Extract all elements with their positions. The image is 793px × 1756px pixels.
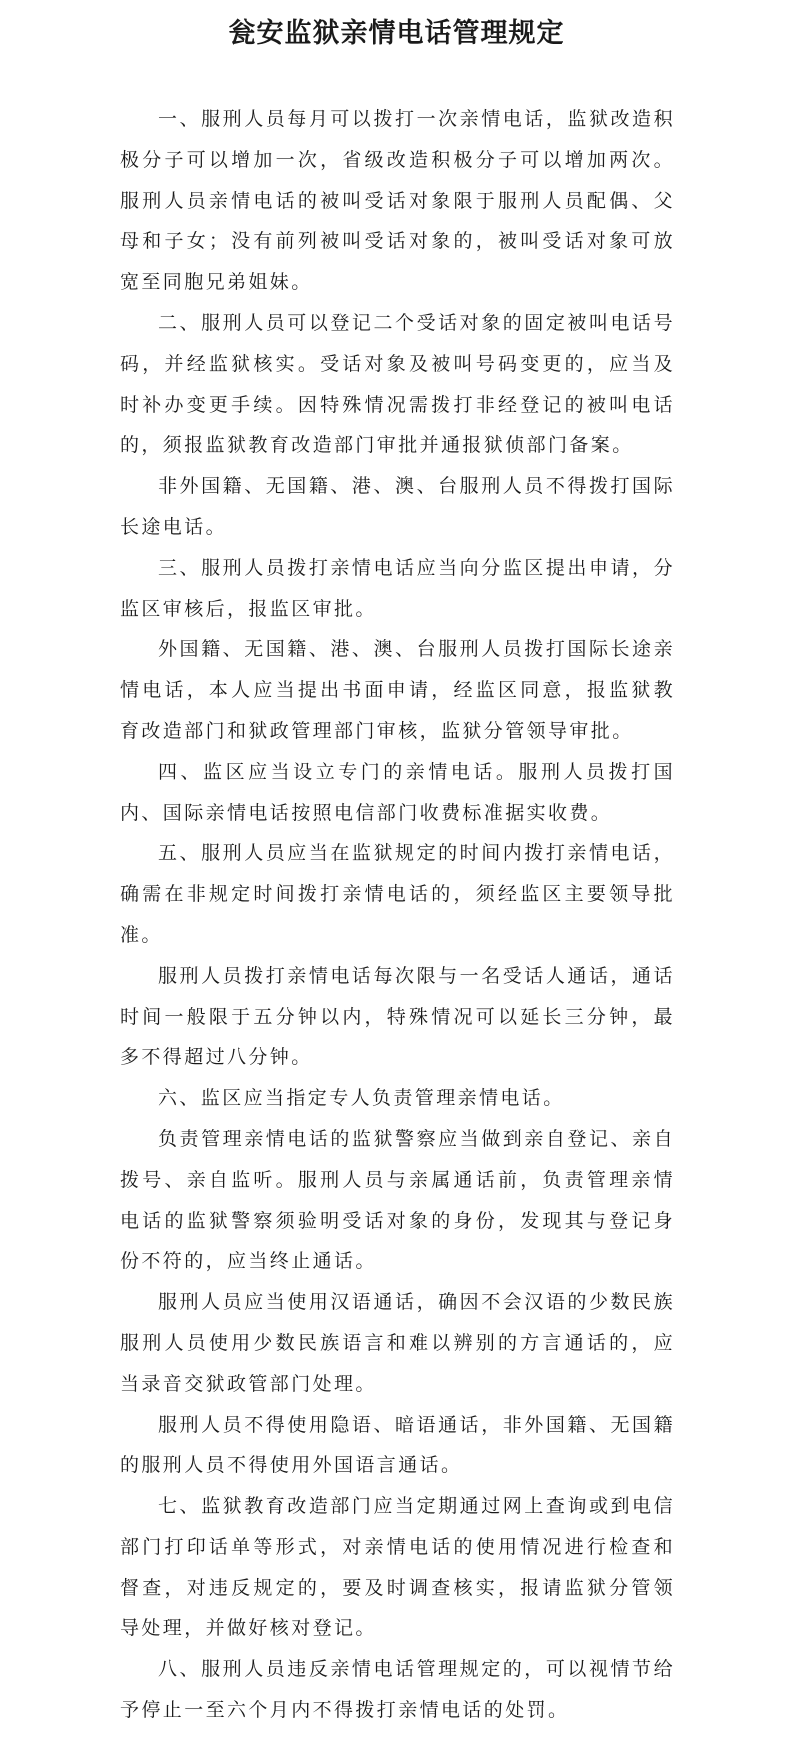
document-title: 瓮安监狱亲情电话管理规定 (228, 18, 565, 49)
paragraph-3: 非外国籍、无国籍、港、澳、台服刑人员不得拨打国际长途电话。 (120, 475, 675, 538)
paragraph-4: 三、服刑人员拨打亲情电话应当向分监区提出申请，分监区审核后，报监区审批。 (120, 556, 675, 620)
paragraph-10: 负责管理亲情电话的监狱警察应当做到亲自登记、亲自拨号、亲自监听。服刑人员与亲属通话前，负责管理亲情电话的监狱警察须验明受话对象的身份，发现其与登记身份不符的，应当终止通话。 (120, 1127, 675, 1273)
paragraph-13: 七、监狱教育改造部门应当定期通过网上查询或到电信部门打印话单等形式，对亲情电话的使用情况进行检查和督查，对违反规定的，要及时调查核实，报请监狱分管领导处理，并做好核对登记。 (120, 1495, 675, 1640)
paragraph-6: 四、监区应当设立专门的亲情电话。服刑人员拨打国内、国际亲情电话按照电信部门收费标准据实收费。 (120, 760, 675, 824)
paragraph-2: 二、服刑人员可以登记二个受话对象的固定被叫电话号码，并经监狱核实。受话对象及被叫号码变更的，应当及时补办变更手续。因特殊情况需拨打非经登记的被叫电话的，须报监狱教育改造部门审批并通报狱侦部门备案。 (120, 311, 675, 457)
paragraph-5: 外国籍、无国籍、港、澳、台服刑人员拨打国际长途亲情电话，本人应当提出书面申请，经监区同意，报监狱教育改造部门和狱政管理部门审核，监狱分管领导审批。 (120, 638, 675, 742)
paragraph-9: 六、监区应当指定专人负责管理亲情电话。 (158, 1087, 565, 1110)
document-body (120, 99, 675, 1731)
paragraph-8: 服刑人员拨打亲情电话每次限与一名受话人通话，通话时间一般限于五分钟以内，特殊情况可以延长三分钟，最多不得超过八分钟。 (120, 964, 675, 1069)
paragraph-12: 服刑人员不得使用隐语、暗语通话，非外国籍、无国籍的服刑人员不得使用外国语言通话。 (120, 1413, 675, 1477)
paragraph-11: 服刑人员应当使用汉语通话，确因不会汉语的少数民族服刑人员使用少数民族语言和难以辨别的方言通话的，应当录音交狱政管部门处理。 (120, 1291, 675, 1395)
paragraph-1: 一、服刑人员每月可以拨打一次亲情电话，监狱改造积极分子可以增加一次，省级改造积极分子可以增加两次。服刑人员亲情电话的被叫受话对象限于服刑人员配偶、父母和子女；没有前列被叫受话对象的，被叫受话对象可放宽至同胞兄弟姐妹。 (120, 108, 675, 294)
paragraph-7: 五、服刑人员应当在监狱规定的时间内拨打亲情电话，确需在非规定时间拨打亲情电话的，须经监区主要领导批准。 (120, 842, 675, 946)
paragraph-14: 八、服刑人员违反亲情电话管理规定的，可以视情节给予停止一至六个月内不得拨打亲情电话的处罚。 (120, 1658, 675, 1722)
